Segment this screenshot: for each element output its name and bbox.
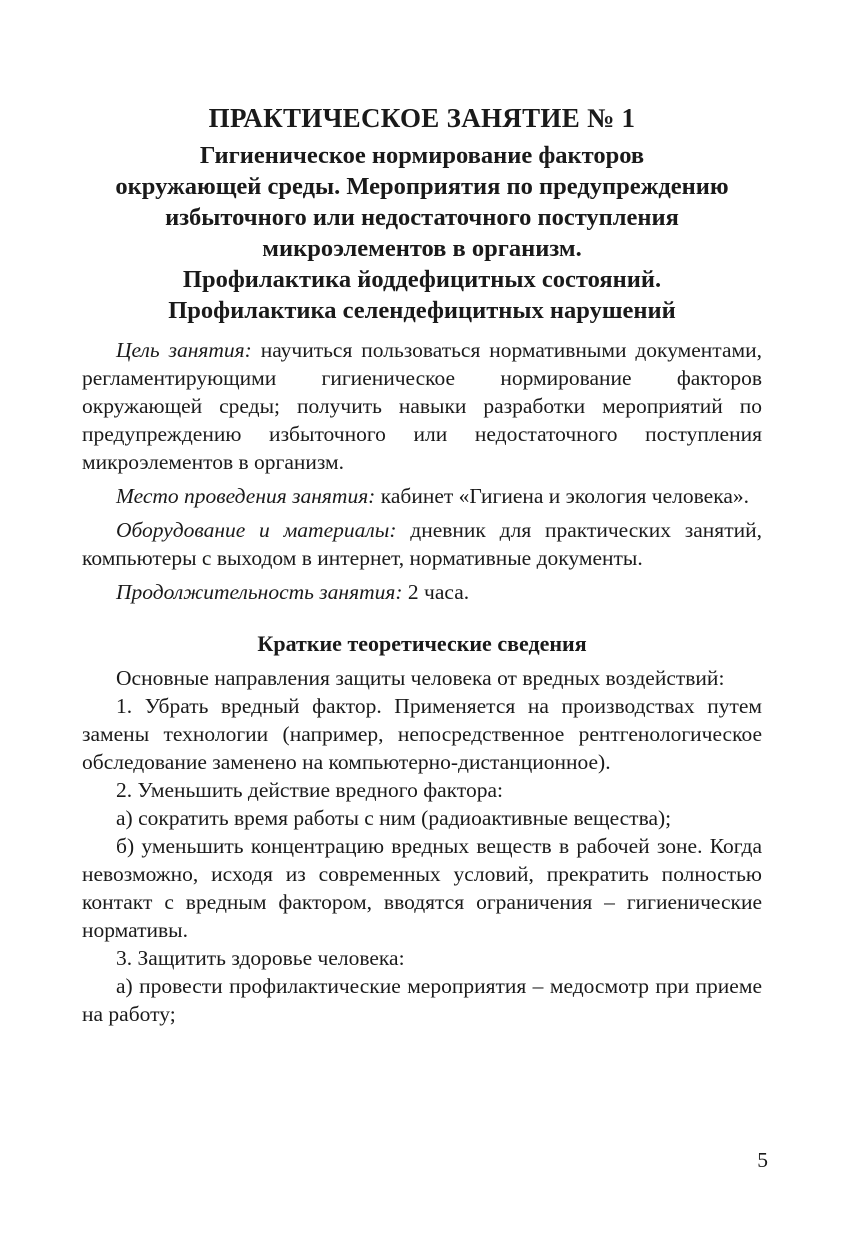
body-paragraph: 2. Уменьшить действие вредного фактора: — [116, 778, 503, 802]
goal-label: Цель занятия: — [116, 338, 252, 362]
document-page — [82, 100, 762, 1028]
practical-lesson-title: ПРАКТИЧЕСКОЕ ЗАНЯТИЕ № 1 — [208, 103, 636, 133]
body-paragraph: Основные направления защиты человека от вредных воздействий: — [116, 666, 725, 690]
body-paragraph: а) сократить время работы с ним (радиоактивные вещества); — [116, 806, 672, 830]
body-paragraph: 1. Убрать вредный фактор. Применяется на производствах путем замены технологии (например, непосредственное рентгенологическое обследование заменено на компьютерно-дистанционное). — [82, 694, 762, 774]
subtitle-line: Профилактика йоддефицитных состояний. — [182, 266, 662, 293]
place-text: кабинет «Гигиена и экология человека». — [375, 484, 749, 508]
goal-text: научиться пользоваться нормативными документами, регламентирующими гигиеническое нормирование факторов окружающей среды; получить навыки разработки мероприятий по предупреждению избыточного или недостаточного поступления микроэлементов в организм. — [82, 338, 762, 474]
subtitle-line: Гигиеническое нормирование факторов — [199, 142, 645, 169]
place-paragraph — [82, 482, 762, 510]
equipment-paragraph — [82, 516, 762, 572]
lesson-subtitle — [82, 140, 762, 326]
goal-paragraph — [82, 336, 762, 476]
duration-paragraph — [82, 578, 762, 606]
body-paragraph: 3. Защитить здоровье человека: — [116, 946, 405, 970]
duration-text: 2 часа. — [402, 580, 470, 604]
subtitle-line: избыточного или недостаточного поступления — [165, 204, 679, 231]
body-paragraph: б) уменьшить концентрацию вредных веществ в рабочей зоне. Когда невозможно, исходя из современных условий, прекратить полностью контакт с вредным фактором, вводятся ограничения – гигиенические нормативы. — [82, 834, 762, 942]
body-paragraph: а) провести профилактические мероприятия – медосмотр при приеме на работу; — [82, 974, 762, 1026]
equipment-text: дневник для практических занятий, компьютеры с выходом в интернет, нормативные документы. — [82, 518, 762, 570]
place-label: Место проведения занятия: — [116, 484, 376, 508]
subtitle-line: микроэлементов в организм. — [262, 235, 582, 262]
equipment-label: Оборудование и материалы: — [116, 518, 397, 542]
subtitle-line: Профилактика селендефицитных нарушений — [168, 297, 676, 324]
subtitle-line: окружающей среды. Мероприятия по предупреждению — [115, 173, 729, 200]
duration-label: Продолжительность занятия: — [116, 580, 403, 604]
page-number: 5 — [757, 1148, 768, 1172]
section-heading: Краткие теоретические сведения — [257, 631, 587, 656]
